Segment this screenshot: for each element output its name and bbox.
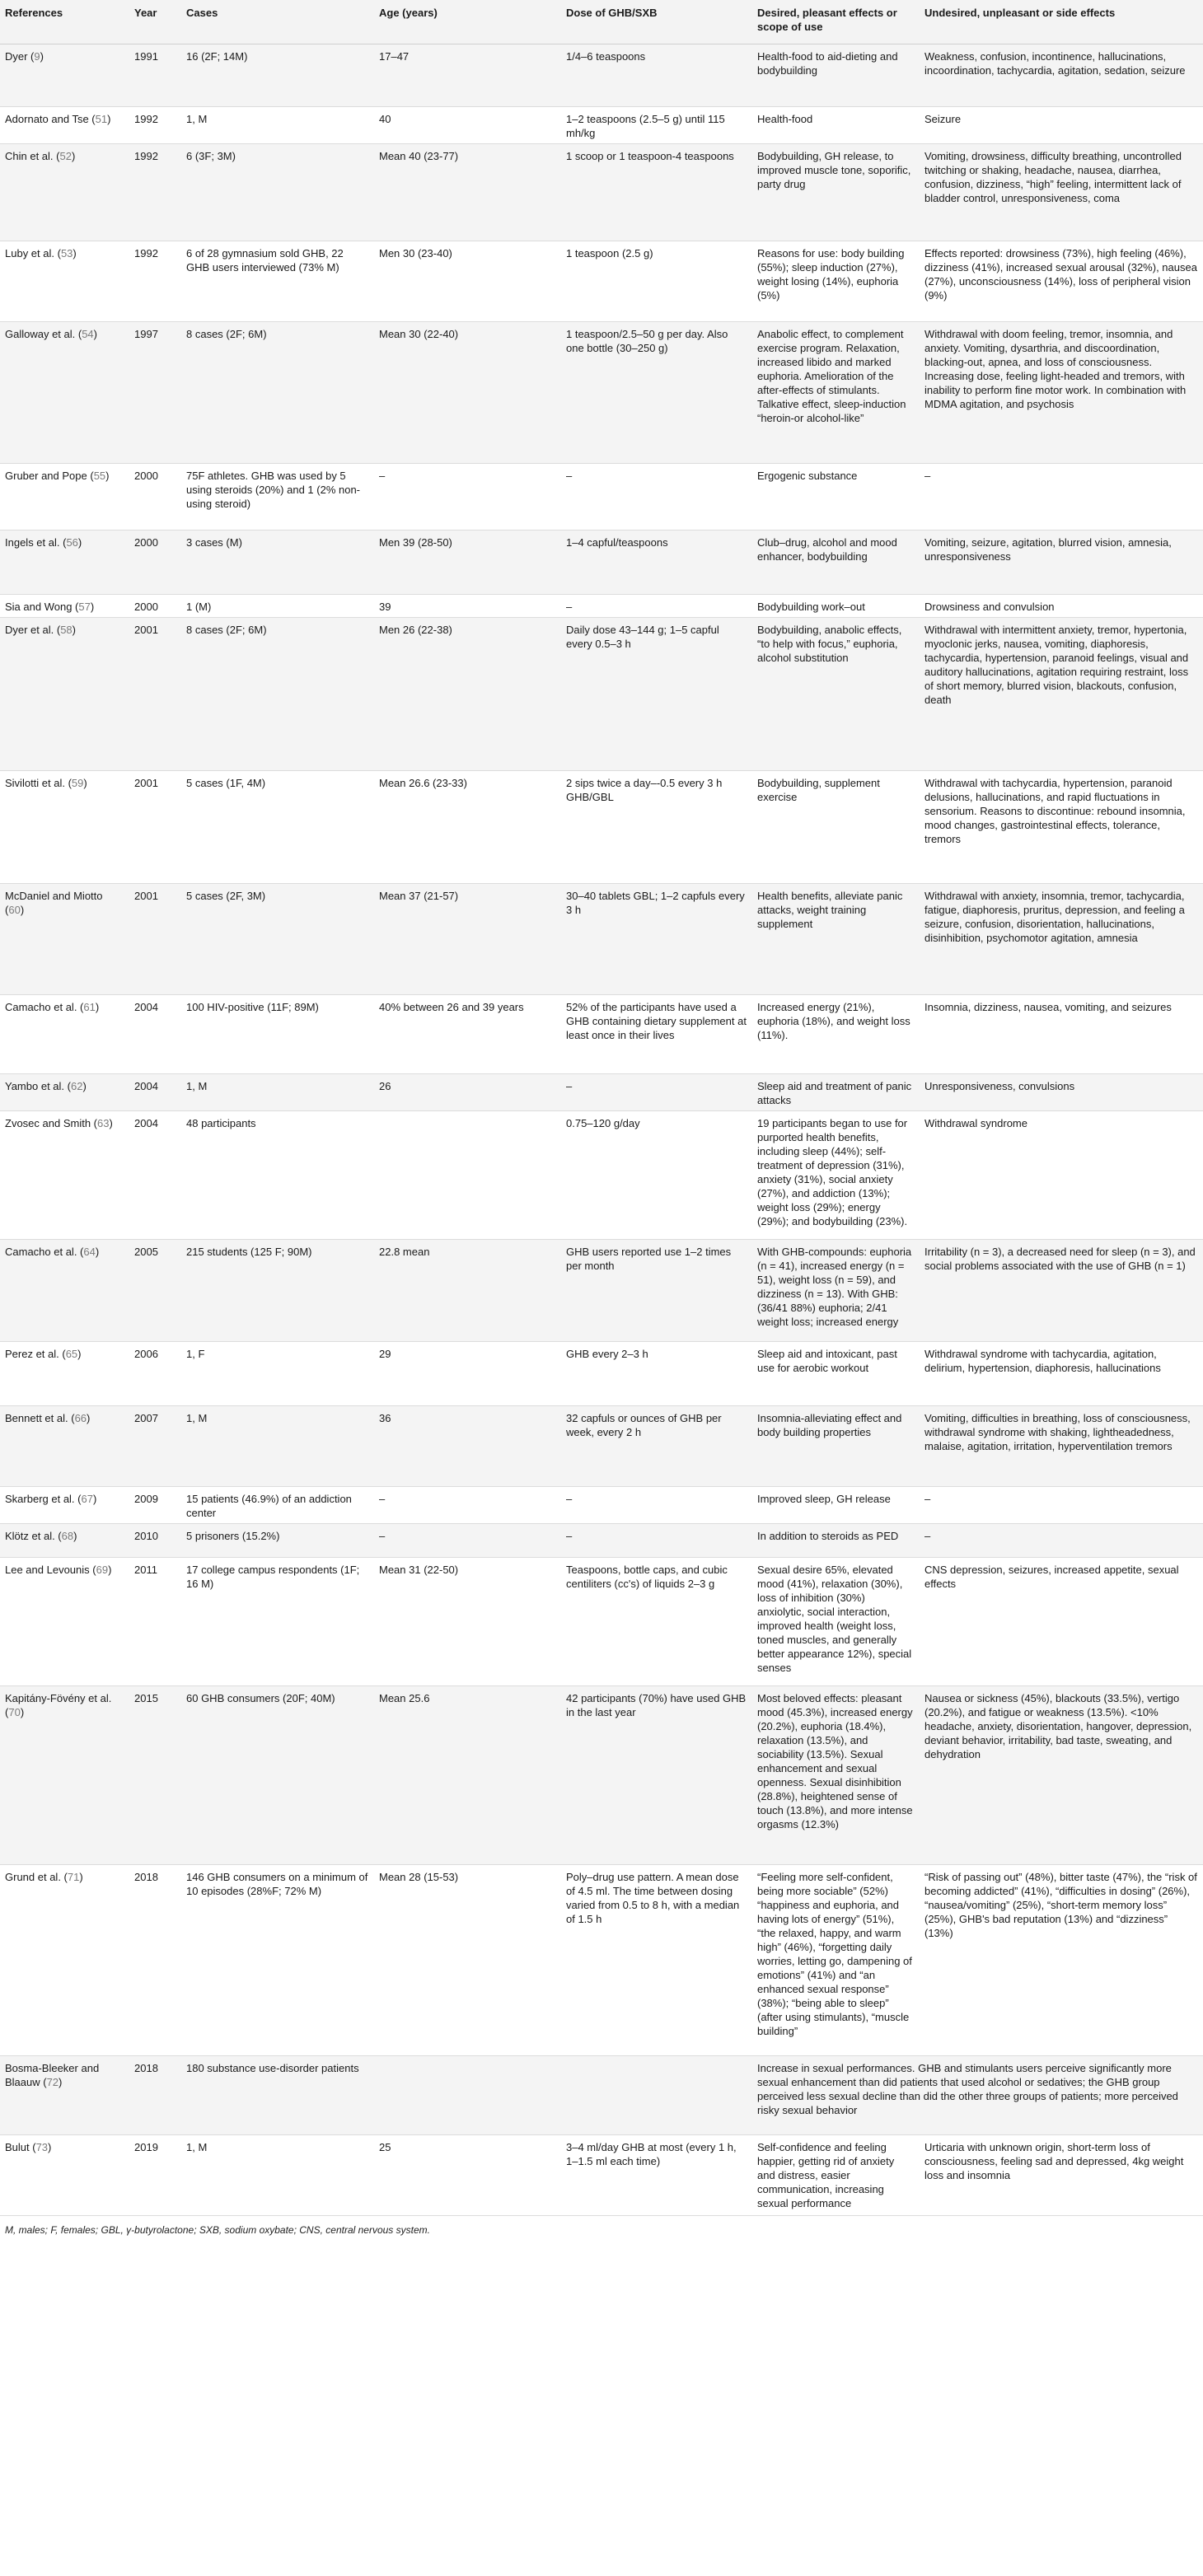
table-footnote: M, males; F, females; GBL, γ-butyrolactone; SXB, sodium oxybate; CNS, central nervous system. [5, 2224, 430, 2236]
reference-author: Lee and Levounis ( [5, 1564, 96, 1576]
undesired-effects-cell: Vomiting, drowsiness, difficulty breathing, uncontrolled twitching or shaking, headache, nausea, diarrhea, confusion, dizziness, “high” feeling, intermittent lack of bladder control, unresponsiveness, coma [920, 144, 1203, 241]
reference-close: ) [107, 113, 111, 125]
undesired-effects-cell: Withdrawal with intermittent anxiety, tremor, hypertonia, myoclonic jerks, nausea, vomiting, diaphoresis, tachycardia, hypertension, paranoid feelings, visual and auditory hallucinations, agitation requiring restraint, loss of short memory, blurred vision, blackouts, confusion, death [920, 618, 1203, 771]
year-cell: 2001 [129, 618, 181, 771]
cases-cell: 100 HIV-positive (11F; 89M) [181, 995, 374, 1074]
desired-effects-cell: Sleep aid and treatment of panic attacks [752, 1074, 920, 1111]
year-cell: 2001 [129, 884, 181, 995]
age-cell: Men 39 (28-50) [374, 531, 561, 595]
citation-link[interactable]: 64 [83, 1246, 96, 1258]
reference-close: ) [79, 1871, 83, 1883]
desired-effects-cell: Sleep aid and intoxicant, past use for aerobic workout [752, 1342, 920, 1406]
reference-cell [0, 322, 129, 464]
year-cell: 2000 [129, 464, 181, 531]
reference-author: Camacho et al. ( [5, 1001, 84, 1013]
citation-link[interactable]: 70 [8, 1706, 21, 1718]
reference-cell [0, 1406, 129, 1487]
year-cell: 2010 [129, 1524, 181, 1558]
desired-effects-cell: Improved sleep, GH release [752, 1487, 920, 1524]
reference-cell [0, 2135, 129, 2216]
reference-close: ) [71, 150, 76, 162]
reference-author: Galloway et al. ( [5, 328, 82, 340]
reference-cell [0, 1487, 129, 1524]
reference-close: ) [83, 777, 87, 789]
citation-link[interactable]: 55 [93, 470, 106, 482]
dose-cell: 2 sips twice a day–-0.5 every 3 h GHB/GBL [561, 771, 752, 884]
table-row [0, 1487, 1203, 1524]
dose-cell: – [561, 1524, 752, 1558]
cases-cell: 1 (M) [181, 595, 374, 618]
undesired-effects-cell: Vomiting, difficulties in breathing, loss of consciousness, withdrawal syndrome with shaking, lightheadedness, malaise, agitation, irritation, hyperventilation tremors [920, 1406, 1203, 1487]
desired-effects-cell: Health-food to aid-dieting and bodybuilding [752, 44, 920, 107]
table-row [0, 464, 1203, 531]
dose-cell [561, 2056, 752, 2135]
citation-link[interactable]: 53 [60, 247, 73, 259]
effects-span-cell: Increase in sexual performances. GHB and stimulants users perceive significantly more sexual enhancement than did patients that used alcohol or sedatives; the GHB group perceived less sexual decline than did the other three groups of patients; more perceived risky sexual behavior [752, 2056, 1203, 2135]
reference-author: Dyer ( [5, 50, 35, 63]
citation-link[interactable]: 61 [83, 1001, 96, 1013]
desired-effects-cell: Bodybuilding, GH release, to improved muscle tone, soporific, party drug [752, 144, 920, 241]
desired-effects-cell: With GHB-compounds: euphoria (n = 41), increased energy (n = 51), weight loss (n = 59), and dizziness (n = 13). With GHB: (36/41 88%) euphoria; 2/41 weight loss; increased energy [752, 1240, 920, 1342]
year-cell: 2011 [129, 1558, 181, 1686]
dose-cell: 1–4 capful/teaspoons [561, 531, 752, 595]
undesired-effects-cell: Weakness, confusion, incontinence, hallucinations, incoordination, tachycardia, agitation, sedation, seizure [920, 44, 1203, 107]
reference-close: ) [40, 50, 44, 63]
header-references: References [0, 0, 129, 44]
dose-cell: 1 teaspoon/2.5–50 g per day. Also one bottle (30–250 g) [561, 322, 752, 464]
dose-cell: Teaspoons, bottle caps, and cubic centiliters (cc's) of liquids 2–3 g [561, 1558, 752, 1686]
age-cell: Men 26 (22-38) [374, 618, 561, 771]
table-row [0, 1342, 1203, 1406]
cases-cell: 5 prisoners (15.2%) [181, 1524, 374, 1558]
reference-cell [0, 995, 129, 1074]
undesired-effects-cell: Withdrawal with tachycardia, hypertension, paranoid delusions, hallucinations, and rapid fluctuations in sensorium. Reasons to discontinue: rebound insomnia, mood changes, gastrointestinal effects, tolerance, tremors [920, 771, 1203, 884]
age-cell [374, 1111, 561, 1240]
year-cell: 2007 [129, 1406, 181, 1487]
header-age: Age (years) [374, 0, 561, 44]
reference-close: ) [72, 624, 76, 636]
age-cell: – [374, 464, 561, 531]
age-cell: Mean 31 (22-50) [374, 1558, 561, 1686]
reference-close: ) [109, 1117, 113, 1129]
cases-cell: 17 college campus respondents (1F; 16 M) [181, 1558, 374, 1686]
cases-cell: 8 cases (2F; 6M) [181, 618, 374, 771]
reference-close: ) [87, 1412, 91, 1424]
cases-cell: 6 of 28 gymnasium sold GHB, 22 GHB users interviewed (73% M) [181, 241, 374, 322]
desired-effects-cell: “Feeling more self-confident, being more sociable” (52%) “happiness and euphoria, and having lots of energy” (51%), “the relaxed, happy, and warm high” (46%), “forgetting daily worries, letting go, dampening of emotions” (41%) and “an enhanced sexual response” (38%); “being able to sleep” (after using stimulants), “muscle building” [752, 1865, 920, 2056]
reference-author: Sivilotti et al. ( [5, 777, 72, 789]
reference-close: ) [20, 1706, 25, 1718]
year-cell: 2009 [129, 1487, 181, 1524]
reference-author: Klötz et al. ( [5, 1530, 62, 1542]
table-row [0, 2135, 1203, 2216]
year-cell: 2004 [129, 1074, 181, 1111]
desired-effects-cell: Ergogenic substance [752, 464, 920, 531]
reference-close: ) [93, 328, 98, 340]
reference-cell [0, 1686, 129, 1865]
reference-close: ) [48, 2141, 52, 2153]
age-cell: 26 [374, 1074, 561, 1111]
header-dose: Dose of GHB/SXB [561, 0, 752, 44]
reference-cell [0, 884, 129, 995]
undesired-effects-cell: – [920, 1524, 1203, 1558]
year-cell: 2019 [129, 2135, 181, 2216]
undesired-effects-cell: Urticaria with unknown origin, short-term loss of consciousness, feeling sad and depressed, 4kg weight loss and insomnia [920, 2135, 1203, 2216]
reference-close: ) [105, 470, 110, 482]
cases-cell: 1, M [181, 2135, 374, 2216]
table-row [0, 531, 1203, 595]
citation-link[interactable]: 52 [59, 150, 72, 162]
age-cell [374, 2056, 561, 2135]
reference-author: Sia and Wong ( [5, 601, 79, 613]
reference-close: ) [77, 536, 82, 549]
age-cell: 36 [374, 1406, 561, 1487]
table-row [0, 107, 1203, 144]
reference-close: ) [82, 1080, 87, 1092]
age-cell: – [374, 1524, 561, 1558]
table-row [0, 1524, 1203, 1558]
dose-cell: – [561, 1074, 752, 1111]
year-cell: 1992 [129, 107, 181, 144]
dose-cell: 42 participants (70%) have used GHB in the last year [561, 1686, 752, 1865]
age-cell: – [374, 1487, 561, 1524]
citation-link[interactable]: 62 [70, 1080, 83, 1092]
desired-effects-cell: Reasons for use: body building (55%); sleep induction (27%), weight losing (14%), euphoria (5%) [752, 241, 920, 322]
age-cell: Mean 26.6 (23-33) [374, 771, 561, 884]
cases-cell: 215 students (125 F; 90M) [181, 1240, 374, 1342]
cases-cell: 15 patients (46.9%) of an addiction center [181, 1487, 374, 1524]
desired-effects-cell: Bodybuilding, supplement exercise [752, 771, 920, 884]
undesired-effects-cell: “Risk of passing out” (48%), bitter taste (47%), the “risk of becoming addicted” (41%), “difficulties in dosing” (26%), “nausea/vomiting” (25%), “short-term memory loss” (25%), GHB's bad reputation (13%) and “dizziness” (13%) [920, 1865, 1203, 2056]
cases-cell: 6 (3F; 3M) [181, 144, 374, 241]
year-cell: 2004 [129, 995, 181, 1074]
table-row [0, 241, 1203, 322]
reference-close: ) [92, 1493, 97, 1505]
dose-cell: 1 teaspoon (2.5 g) [561, 241, 752, 322]
desired-effects-cell: Sexual desire 65%, elevated mood (41%), relaxation (30%), loss of inhibition (30%) anxiolytic, social interaction, improved health (weight loss, toned muscles, and generally better appearance 12%), special senses [752, 1558, 920, 1686]
cases-cell: 180 substance use-disorder patients [181, 2056, 374, 2135]
reference-author: Grund et al. ( [5, 1871, 68, 1883]
undesired-effects-cell: Vomiting, seizure, agitation, blurred vision, amnesia, unresponsiveness [920, 531, 1203, 595]
desired-effects-cell: Self-confidence and feeling happier, getting rid of anxiety and distress, easier communication, increasing sexual performance [752, 2135, 920, 2216]
reference-author: Zvosec and Smith ( [5, 1117, 97, 1129]
reference-cell [0, 1342, 129, 1406]
age-cell: Mean 37 (21-57) [374, 884, 561, 995]
reference-close: ) [77, 1348, 82, 1360]
dose-cell: 1/4–6 teaspoons [561, 44, 752, 107]
table-row [0, 1865, 1203, 2056]
reference-cell [0, 595, 129, 618]
age-cell: 25 [374, 2135, 561, 2216]
desired-effects-cell: Bodybuilding, anabolic effects, “to help with focus,” euphoria, alcohol substitution [752, 618, 920, 771]
reference-close: ) [90, 601, 95, 613]
year-cell: 2018 [129, 2056, 181, 2135]
reference-author: Bulut ( [5, 2141, 36, 2153]
reference-author: Adornato and Tse ( [5, 113, 96, 125]
table-row [0, 2056, 1203, 2135]
reference-author: Luby et al. ( [5, 247, 61, 259]
dose-cell: 52% of the participants have used a GHB containing dietary supplement at least once in their lives [561, 995, 752, 1074]
year-cell: 2015 [129, 1686, 181, 1865]
dose-cell: Poly–drug use pattern. A mean dose of 4.5 ml. The time between dosing varied from 0.5 to 8 h, with a median of 1.5 h [561, 1865, 752, 2056]
undesired-effects-cell: – [920, 464, 1203, 531]
citation-link[interactable]: 59 [71, 777, 84, 789]
dose-cell: GHB users reported use 1–2 times per month [561, 1240, 752, 1342]
reference-cell [0, 2056, 129, 2135]
year-cell: 2000 [129, 595, 181, 618]
undesired-effects-cell: Nausea or sickness (45%), blackouts (33.5%), vertigo (20.2%), and fatigue or weakness (13.5%). <10% headache, anxiety, disorientation, hangover, depression, deviant behavior, irritability, bad taste, sweating, and dehydration [920, 1686, 1203, 1865]
desired-effects-cell: Health-food [752, 107, 920, 144]
age-cell: 40% between 26 and 39 years [374, 995, 561, 1074]
reference-close: ) [73, 247, 77, 259]
cases-cell: 3 cases (M) [181, 531, 374, 595]
table-header-row [0, 0, 1203, 44]
reference-author: McDaniel and Miotto ( [5, 890, 103, 916]
reference-cell [0, 771, 129, 884]
desired-effects-cell: Increased energy (21%), euphoria (18%), and weight loss (11%). [752, 995, 920, 1074]
reference-cell [0, 107, 129, 144]
table-row [0, 1686, 1203, 1865]
reference-close: ) [20, 904, 25, 916]
cases-cell: 1, M [181, 1406, 374, 1487]
dose-cell: – [561, 595, 752, 618]
cases-cell: 1, F [181, 1342, 374, 1406]
header-year: Year [129, 0, 181, 44]
header-cases: Cases [181, 0, 374, 44]
reference-author: Chin et al. ( [5, 150, 60, 162]
header-undesired: Undesired, unpleasant or side effects [920, 0, 1203, 44]
header-desired: Desired, pleasant effects or scope of use [752, 0, 920, 44]
dose-cell: GHB every 2–3 h [561, 1342, 752, 1406]
reference-close: ) [108, 1564, 112, 1576]
table-row [0, 44, 1203, 107]
reference-cell [0, 1240, 129, 1342]
citation-link[interactable]: 51 [95, 113, 108, 125]
reference-author: Camacho et al. ( [5, 1246, 84, 1258]
age-cell: 22.8 mean [374, 1240, 561, 1342]
dose-cell: – [561, 464, 752, 531]
dose-cell: – [561, 1487, 752, 1524]
citation-link[interactable]: 68 [61, 1530, 74, 1542]
year-cell: 2004 [129, 1111, 181, 1240]
dose-cell: 30–40 tablets GBL; 1–2 capfuls every 3 h [561, 884, 752, 995]
reference-cell [0, 618, 129, 771]
reference-close: ) [95, 1246, 100, 1258]
undesired-effects-cell: Withdrawal with anxiety, insomnia, tremor, tachycardia, fatigue, diaphoresis, pruritus, depression, and feeling a seizure, confusion, disorientation, hallucinations, disinhibition, psychomotor agitation, amnesia [920, 884, 1203, 995]
dose-cell: 32 capfuls or ounces of GHB per week, every 2 h [561, 1406, 752, 1487]
cases-cell: 1, M [181, 1074, 374, 1111]
table-row [0, 1111, 1203, 1240]
cases-cell: 146 GHB consumers on a minimum of 10 episodes (28%F; 72% M) [181, 1865, 374, 2056]
citation-link[interactable]: 73 [35, 2141, 49, 2153]
citation-link[interactable]: 56 [66, 536, 78, 549]
reference-cell [0, 1865, 129, 2056]
citation-link[interactable]: 58 [60, 624, 73, 636]
desired-effects-cell: Anabolic effect, to complement exercise program. Relaxation, increased libido and marked euphoria. Amelioration of the after-effects of stimulants. Talkative effect, sleep-induction “heroin-or alcohol-like” [752, 322, 920, 464]
reference-author: Ingels et al. ( [5, 536, 67, 549]
undesired-effects-cell: Withdrawal with doom feeling, tremor, insomnia, and anxiety. Vomiting, dysarthria, and discoordination, blacking-out, apnea, and loss of consciousness. Increasing dose, feeling light-headed and tremors, with inability to perform fine motor work. In combination with MDMA agitation, and psychosis [920, 322, 1203, 464]
cases-cell: 5 cases (2F, 3M) [181, 884, 374, 995]
cases-cell: 1, M [181, 107, 374, 144]
year-cell: 1992 [129, 241, 181, 322]
year-cell: 2000 [129, 531, 181, 595]
age-cell: 17–47 [374, 44, 561, 107]
reference-close: ) [95, 1001, 100, 1013]
cases-cell: 60 GHB consumers (20F; 40M) [181, 1686, 374, 1865]
year-cell: 2018 [129, 1865, 181, 2056]
reference-close: ) [73, 1530, 77, 1542]
reference-author: Bosma-Bleeker and Blaauw ( [5, 2062, 100, 2088]
dose-cell: 3–4 ml/day GHB at most (every 1 h, 1–1.5 ml each time) [561, 2135, 752, 2216]
desired-effects-cell: Most beloved effects: pleasant mood (45.3%), increased energy (20.2%), euphoria (18.4%), relaxation (13.5%), and sociability (13.5%). Sexual enhancement and sexual openness. Sexual disinhibition (28.8%), heightened sense of touch (13.8%), and more intense orgasms (12.3%) [752, 1686, 920, 1865]
age-cell: Mean 40 (23-77) [374, 144, 561, 241]
year-cell: 2006 [129, 1342, 181, 1406]
desired-effects-cell: In addition to steroids as PED [752, 1524, 920, 1558]
reference-cell [0, 44, 129, 107]
reference-cell [0, 144, 129, 241]
reference-cell [0, 1524, 129, 1558]
year-cell: 2005 [129, 1240, 181, 1342]
citation-link[interactable]: 72 [46, 2076, 59, 2088]
reference-author: Perez et al. ( [5, 1348, 66, 1360]
desired-effects-cell: Club–drug, alcohol and mood enhancer, bodybuilding [752, 531, 920, 595]
cases-cell: 75F athletes. GHB was used by 5 using steroids (20%) and 1 (2% non-using steroid) [181, 464, 374, 531]
table-row [0, 1074, 1203, 1111]
table-body [0, 44, 1203, 2216]
reference-cell [0, 241, 129, 322]
table-row [0, 884, 1203, 995]
undesired-effects-cell: Drowsiness and convulsion [920, 595, 1203, 618]
reference-cell [0, 531, 129, 595]
cases-cell: 5 cases (1F, 4M) [181, 771, 374, 884]
table-row [0, 618, 1203, 771]
age-cell: Mean 28 (15-53) [374, 1865, 561, 2056]
reference-author: Dyer et al. ( [5, 624, 61, 636]
table-row [0, 1240, 1203, 1342]
desired-effects-cell: 19 participants began to use for purported health benefits, including sleep (44%); self-treatment of depression (31%), anxiety (31%), social anxiety (27%), and addiction (13%); weight loss (29%); energy (29%); and bodybuilding (23%). [752, 1111, 920, 1240]
age-cell: Men 30 (23-40) [374, 241, 561, 322]
reference-close: ) [59, 2076, 63, 2088]
undesired-effects-cell: CNS depression, seizures, increased appetite, sexual effects [920, 1558, 1203, 1686]
table-row [0, 1406, 1203, 1487]
year-cell: 1991 [129, 44, 181, 107]
undesired-effects-cell: Withdrawal syndrome [920, 1111, 1203, 1240]
table-row [0, 995, 1203, 1074]
reference-author: Bennett et al. ( [5, 1412, 75, 1424]
year-cell: 1997 [129, 322, 181, 464]
citation-link[interactable]: 66 [74, 1412, 87, 1424]
desired-effects-cell: Bodybuilding work–out [752, 595, 920, 618]
citation-link[interactable]: 54 [82, 328, 94, 340]
reference-author: Gruber and Pope ( [5, 470, 94, 482]
undesired-effects-cell: Effects reported: drowsiness (73%), high feeling (46%), dizziness (41%), increased sexual arousal (32%), nausea (27%), unconsciousness (14%), loss of peripheral vision (9%) [920, 241, 1203, 322]
dose-cell: 0.75–120 g/day [561, 1111, 752, 1240]
table-row [0, 322, 1203, 464]
cases-cell: 16 (2F; 14M) [181, 44, 374, 107]
desired-effects-cell: Health benefits, alleviate panic attacks, weight training supplement [752, 884, 920, 995]
undesired-effects-cell: Insomnia, dizziness, nausea, vomiting, and seizures [920, 995, 1203, 1074]
reference-cell [0, 1074, 129, 1111]
table-row [0, 144, 1203, 241]
table-row [0, 771, 1203, 884]
undesired-effects-cell: Withdrawal syndrome with tachycardia, agitation, delirium, hypertension, diaphoresis, hallucinations [920, 1342, 1203, 1406]
reference-cell [0, 1111, 129, 1240]
table-row [0, 1558, 1203, 1686]
age-cell: 29 [374, 1342, 561, 1406]
reference-cell [0, 1558, 129, 1686]
desired-effects-cell: Insomnia-alleviating effect and body building properties [752, 1406, 920, 1487]
year-cell: 1992 [129, 144, 181, 241]
citation-link[interactable]: 71 [67, 1871, 80, 1883]
reference-author: Skarberg et al. ( [5, 1493, 82, 1505]
age-cell: 40 [374, 107, 561, 144]
cases-cell: 8 cases (2F; 6M) [181, 322, 374, 464]
reference-author: Kapitány-Fövény et al. ( [5, 1692, 112, 1718]
cases-cell: 48 participants [181, 1111, 374, 1240]
citation-link[interactable]: 63 [97, 1117, 110, 1129]
age-cell: Mean 25.6 [374, 1686, 561, 1865]
undesired-effects-cell: Seizure [920, 107, 1203, 144]
reference-author: Yambo et al. ( [5, 1080, 71, 1092]
citation-link[interactable]: 69 [96, 1564, 109, 1576]
undesired-effects-cell: Unresponsiveness, convulsions [920, 1074, 1203, 1111]
reference-cell [0, 464, 129, 531]
citation-link[interactable]: 67 [81, 1493, 93, 1505]
dose-cell: Daily dose 43–144 g; 1–5 capful every 0.5–3 h [561, 618, 752, 771]
dose-cell: 1–2 teaspoons (2.5–5 g) until 115 mh/kg [561, 107, 752, 144]
year-cell: 2001 [129, 771, 181, 884]
citation-link[interactable]: 65 [65, 1348, 78, 1360]
citation-link[interactable]: 9 [34, 50, 40, 63]
citation-link[interactable]: 57 [78, 601, 91, 613]
table-row [0, 595, 1203, 618]
citation-link[interactable]: 60 [8, 904, 21, 916]
dose-cell: 1 scoop or 1 teaspoon-4 teaspoons [561, 144, 752, 241]
undesired-effects-cell: Irritability (n = 3), a decreased need for sleep (n = 3), and social problems associated with the use of GHB (n = 1) [920, 1240, 1203, 1342]
age-cell: Mean 30 (22-40) [374, 322, 561, 464]
age-cell: 39 [374, 595, 561, 618]
undesired-effects-cell: – [920, 1487, 1203, 1524]
